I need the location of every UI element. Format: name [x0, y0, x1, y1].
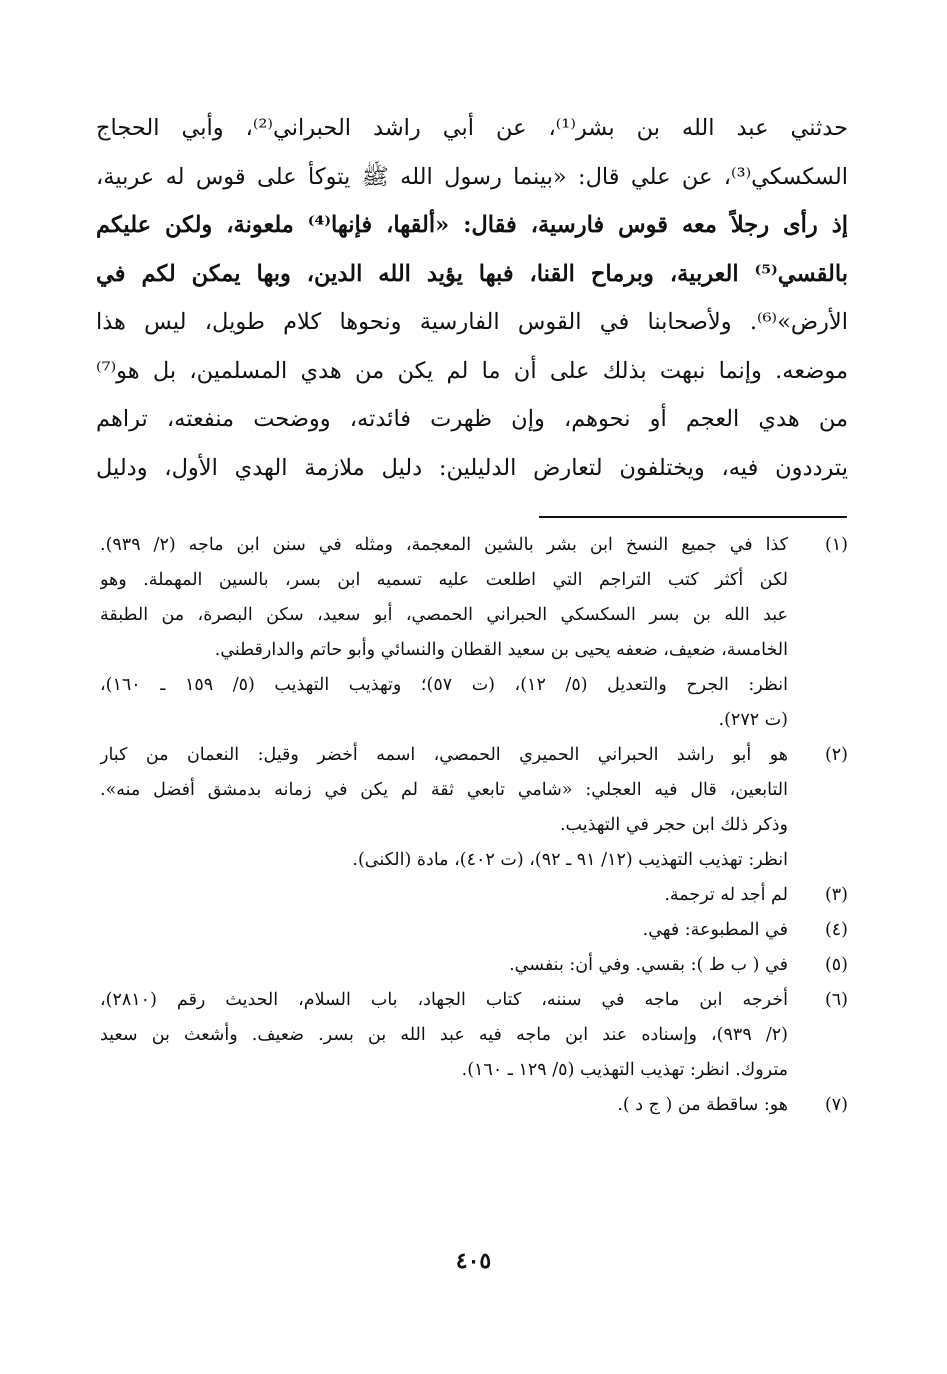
- footnote-5: [100, 948, 848, 983]
- footnote-6: [100, 983, 848, 1088]
- main-text: [96, 104, 848, 492]
- footnote-line: (٢/ ٩٣٩)، وإسناده عند ابن ماجه فيه عبد الله بن بسر. ضعيف. وأشعث بن سعيد: [100, 1025, 788, 1045]
- main-text-line: السكسكي⁽³⁾، عن علي قال: «بينما رسول الله ﷺ يتوكأ على قوس له عربية،: [96, 163, 848, 190]
- footnote-number: (٥): [824, 955, 848, 975]
- main-text-line: حدثني عبد الله بن بشر⁽¹⁾، عن أبي راشد الحبراني⁽²⁾، وأبي الحجاج: [96, 115, 848, 141]
- footnote-line: متروك. انظر: تهذيب التهذيب (٥/ ١٢٩ ـ ١٦٠).: [461, 1060, 788, 1080]
- main-text-line: إذ رأى رجلاً معه قوس فارسية، فقال: «ألقها، فإنها⁽⁴⁾ ملعونة، ولكن عليكم: [96, 212, 848, 238]
- footnote-number: (٢): [824, 745, 848, 765]
- footnote-line: (ت ٢٧٢).: [718, 710, 788, 730]
- footnote-number: (١): [824, 535, 848, 555]
- footnote-2: [100, 738, 848, 878]
- footnote-line: انظر: تهذيب التهذيب (١٢/ ٩١ ـ ٩٢)، (ت ٤٠٢)، مادة (الكنى).: [352, 850, 788, 870]
- footnote-number: (٦): [824, 990, 848, 1010]
- main-text-line: الأرض»⁽⁶⁾. ولأصحابنا في القوس الفارسية ونحوها كلام طويل، ليس هذا: [96, 309, 848, 335]
- page-number: ٤٠٥: [455, 1248, 492, 1274]
- main-text-line: موضعه. وإنما نبهت بذلك على أن ما لم يكن من هدي المسلمين، بل هو⁽⁷⁾: [96, 357, 848, 384]
- footnote-number: (٧): [824, 1095, 848, 1115]
- footnote-line: التابعين، قال فيه العجلي: «شامي تابعي ثقة لم يكن في زمانه بدمشق أفضل منه».: [100, 780, 788, 800]
- footnote-1: [100, 528, 848, 738]
- footnote-line: كذا في جميع النسخ ابن بشر بالشين المعجمة، ومثله في سنن ابن ماجه (٢/ ٩٣٩).: [100, 535, 788, 555]
- footnote-number: (٤): [824, 920, 848, 940]
- footnote-number: (٣): [824, 885, 848, 905]
- footnote-4: [100, 913, 848, 948]
- footnote-line: في المطبوعة: فهي.: [642, 920, 788, 940]
- footnote-line: في ( ب ط ): بقسي. وفي أن: بنفسي.: [509, 955, 788, 975]
- footnote-line: لم أجد له ترجمة.: [664, 885, 788, 905]
- footnote-line: أخرجه ابن ماجه في سننه، كتاب الجهاد، باب السلام، الحديث رقم (٢٨١٠)،: [100, 990, 788, 1010]
- footnote-line: عبد الله بن بسر السكسكي الحبراني الحمصي، أبو سعيد، سكن البصرة، من الطبقة: [100, 605, 788, 625]
- footnote-7: [100, 1088, 848, 1123]
- footnote-3: [100, 878, 848, 913]
- main-text-line: يترددون فيه، ويختلفون لتعارض الدليلين: دليل ملازمة الهدي الأول، ودليل: [96, 454, 848, 481]
- footnote-separator: [539, 516, 847, 518]
- footnote-line: هو: ساقطة من ( ج د ).: [617, 1095, 788, 1115]
- main-text-line: من هدي العجم أو نحوهم، وإن ظهرت فائدته، ووضحت منفعته، تراهم: [96, 406, 848, 432]
- footnote-line: وذكر ذلك ابن حجر في التهذيب.: [559, 815, 788, 835]
- footnotes: [100, 528, 848, 1123]
- main-text-line: بالقسي⁽⁵⁾ العربية، وبرماح القنا، فبها يؤيد الله الدين، وبها يمكن لكم في: [96, 260, 848, 287]
- footnote-line: انظر: الجرح والتعديل (٥/ ١٢)، (ت ٥٧)؛ وتهذيب التهذيب (٥/ ١٥٩ ـ ١٦٠)،: [100, 675, 788, 695]
- footnote-line: هو أبو راشد الحبراني الحميري الحمصي، اسمه أخضر وقيل: النعمان من كبار: [100, 745, 788, 765]
- footnote-line: الخامسة، ضعيف، ضعفه يحيى بن سعيد القطان والنسائي وأبو حاتم والدارقطني.: [214, 640, 788, 660]
- footnote-line: لكن أكثر كتب التراجم التي اطلعت عليه تسميه ابن بسر، بالسين المهملة. وهو: [100, 570, 788, 590]
